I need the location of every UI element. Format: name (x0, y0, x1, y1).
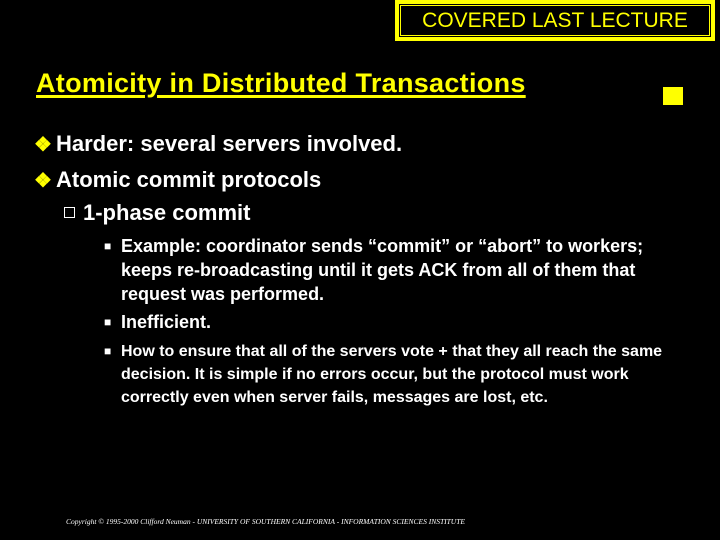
detail-text: Inefficient. (121, 312, 212, 332)
small-square-bullet-icon: ■ (104, 315, 112, 329)
detail-inefficient (104, 310, 684, 334)
detail-how-to-ensure (104, 340, 684, 409)
covered-last-lecture-badge (395, 0, 715, 41)
bullet-harder (34, 131, 402, 157)
square-bullet-icon (64, 207, 75, 218)
small-square-bullet-icon: ■ (104, 239, 112, 253)
slide-title: Atomicity in Distributed Transactions (36, 68, 526, 98)
bullet-atomic-commit (34, 167, 321, 193)
detail-example (104, 234, 684, 306)
subbullet-one-phase (64, 200, 251, 226)
bullet-text: Harder: several servers involved. (56, 131, 403, 156)
small-square-bullet-icon: ■ (104, 344, 112, 358)
diamond-bullet-icon: ❖ (34, 170, 52, 192)
badge-label: COVERED LAST LECTURE (400, 5, 710, 36)
copyright-footer: Copyright © 1995-2000 Clifford Neuman - UNIVERSITY OF SOUTHERN CALIFORNIA - INFORMATION SCIENCES INSTITUTE (66, 517, 465, 526)
diamond-bullet-icon: ❖ (34, 134, 52, 156)
detail-text: How to ensure that all of the servers vote + that they all reach the same decision. It is simple if no errors occur, but the protocol must work correctly even when server fails, messages are lost, etc. (121, 343, 663, 406)
bullet-text: Atomic commit protocols (56, 167, 322, 192)
subbullet-text: 1-phase commit (83, 200, 251, 225)
detail-text: Example: coordinator sends “commit” or “abort” to workers; keeps re-broadcasting until it gets ACK from all of them that request was performed. (121, 236, 644, 304)
title-decoration-block (663, 87, 683, 105)
